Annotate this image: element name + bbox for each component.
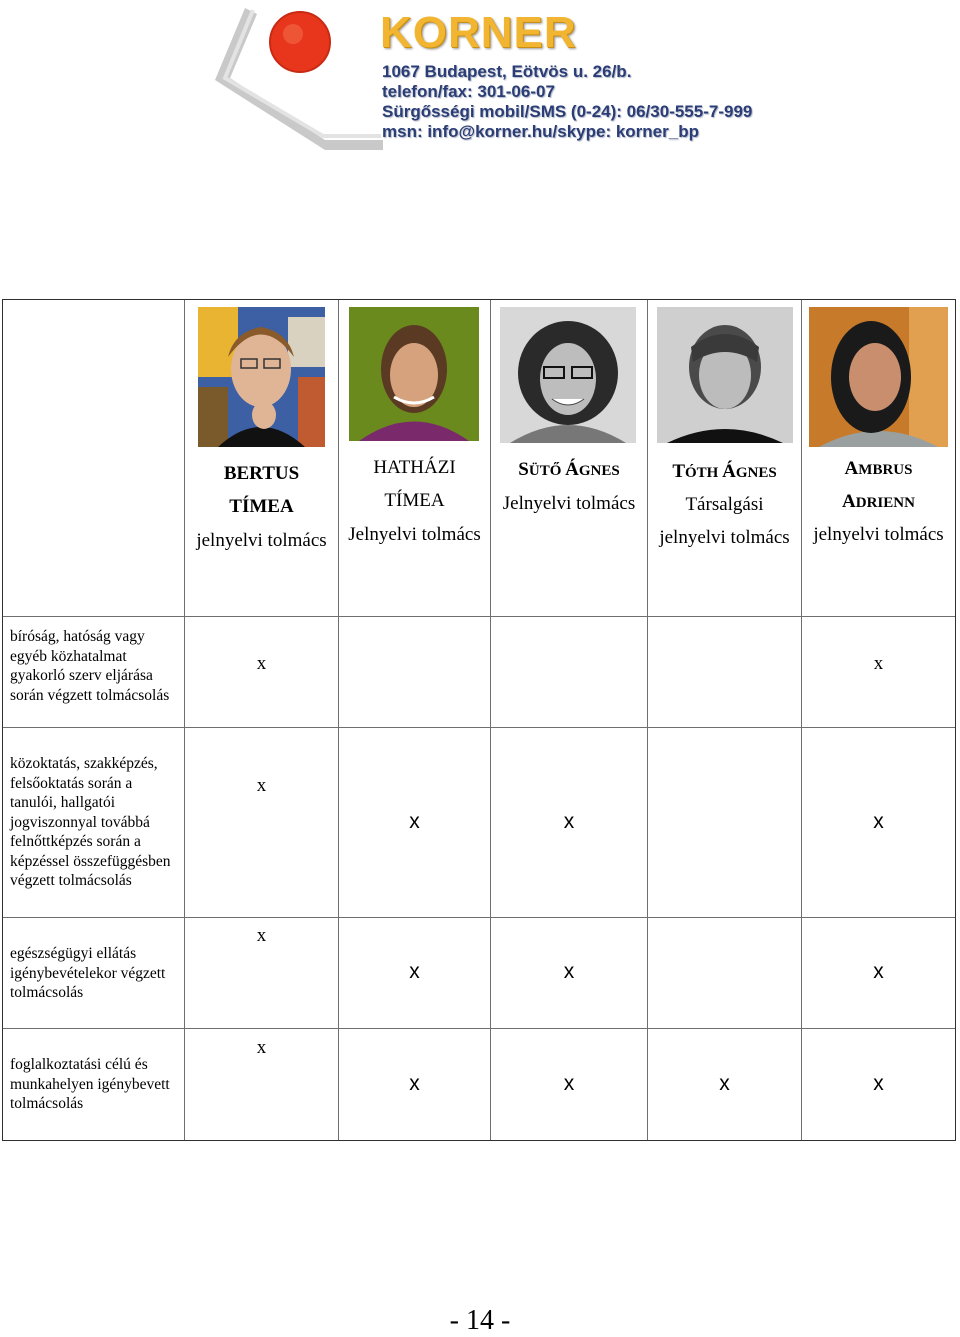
interpreter-name: BERTUS — [223, 463, 300, 484]
mark-cell — [185, 617, 339, 728]
brand-name: KORNER — [380, 8, 577, 57]
mark: x — [409, 1072, 420, 1095]
letterhead — [205, 0, 765, 165]
interpreter-title: Társalgási — [685, 494, 764, 515]
portrait-photo — [500, 307, 636, 443]
header-cell-bertus — [185, 299, 339, 617]
mark: x — [563, 1072, 575, 1095]
mark-cell — [802, 617, 956, 728]
mark: x — [256, 775, 267, 796]
mark: x — [256, 653, 267, 674]
interpreter-title: jelnyelvi tolmács — [813, 524, 944, 545]
mark-cell — [491, 918, 648, 1029]
mark-cell — [648, 728, 802, 918]
row-label: foglalkoztatási célú és munkahelyen igénybevett tolmácsolás — [10, 1056, 170, 1112]
mark-cell — [339, 1029, 491, 1141]
mark: x — [563, 960, 575, 983]
emergency-line: Sürgősségi mobil/SMS (0-24): 06/30-555-7-999 — [382, 102, 753, 121]
portrait-photo — [198, 307, 325, 447]
header-cell-hathazi — [339, 299, 491, 617]
mark-cell — [339, 918, 491, 1029]
interpreter-name-line2: ADRIENN — [842, 491, 915, 512]
interpreter-name-line2: TÍMEA — [229, 496, 294, 517]
interpreter-title-line2: jelnyelvi tolmács — [659, 527, 790, 548]
mark: x — [719, 1072, 730, 1095]
header-cell-toth — [648, 299, 802, 617]
interpreter-name-line2: TÍMEA — [384, 490, 445, 511]
interpreter-name: TÓTH ÁGNES — [672, 461, 777, 482]
header-cell-ambrus — [802, 299, 956, 617]
mark-cell — [648, 617, 802, 728]
mark: x — [873, 810, 884, 833]
row-label: közoktatás, szakképzés, felsőoktatás során a tanulói, hallgatói jogviszonnyal továbbá felnőttképzés során a képzéssel összefüggésben végzett tolmácsolás — [10, 755, 171, 889]
mark: x — [409, 810, 420, 833]
portrait-photo — [349, 307, 479, 441]
mark-cell — [648, 1029, 802, 1141]
mark-cell — [339, 617, 491, 728]
interpreter-table — [2, 299, 956, 1141]
mark: x — [873, 653, 884, 674]
mark-cell — [185, 728, 339, 918]
portrait-photo — [809, 307, 948, 447]
mark-cell — [802, 1029, 956, 1141]
portrait-photo — [657, 307, 793, 443]
mark: x — [563, 810, 575, 833]
row-label-cell — [2, 728, 185, 918]
interpreter-name: HATHÁZI — [373, 457, 456, 478]
row-label-cell — [2, 1029, 185, 1141]
msn-line: msn: info@korner.hu/skype: korner_bp — [382, 122, 699, 141]
header-cell-suto — [491, 299, 648, 617]
row-label: bíróság, hatóság vagy egyéb közhatalmat gyakorló szerv eljárása során végzett tolmácsolás — [10, 628, 170, 704]
phone-line: telefon/fax: 301-06-07 — [382, 82, 555, 101]
mark: x — [256, 1037, 267, 1058]
interpreter-title: jelnyelvi tolmács — [196, 530, 327, 551]
page-number: - 14 - — [449, 1305, 511, 1336]
mark-cell — [802, 918, 956, 1029]
row-label: egészségügyi ellátás igénybevételekor végzett tolmácsolás — [10, 945, 166, 1001]
interpreter-name: AMBRUS — [844, 458, 913, 479]
mark: x — [409, 960, 420, 983]
interpreter-name: SÜTŐ ÁGNES — [518, 459, 620, 480]
address-line: 1067 Budapest, Eötvös u. 26/b. — [382, 62, 632, 81]
row-label-cell — [2, 617, 185, 728]
mark-cell — [802, 728, 956, 918]
mark: x — [873, 960, 884, 983]
mark-cell — [648, 918, 802, 1029]
mark-cell — [491, 1029, 648, 1141]
mark-cell — [491, 728, 648, 918]
interpreter-title: Jelnyelvi tolmács — [348, 524, 481, 545]
mark-cell — [185, 1029, 339, 1141]
mark: x — [873, 1072, 884, 1095]
interpreter-title: Jelnyelvi tolmács — [502, 493, 636, 514]
mark: x — [256, 925, 267, 946]
mark-cell — [185, 918, 339, 1029]
mark-cell — [339, 728, 491, 918]
header-corner-cell — [2, 299, 185, 617]
row-label-cell — [2, 918, 185, 1029]
mark-cell — [491, 617, 648, 728]
